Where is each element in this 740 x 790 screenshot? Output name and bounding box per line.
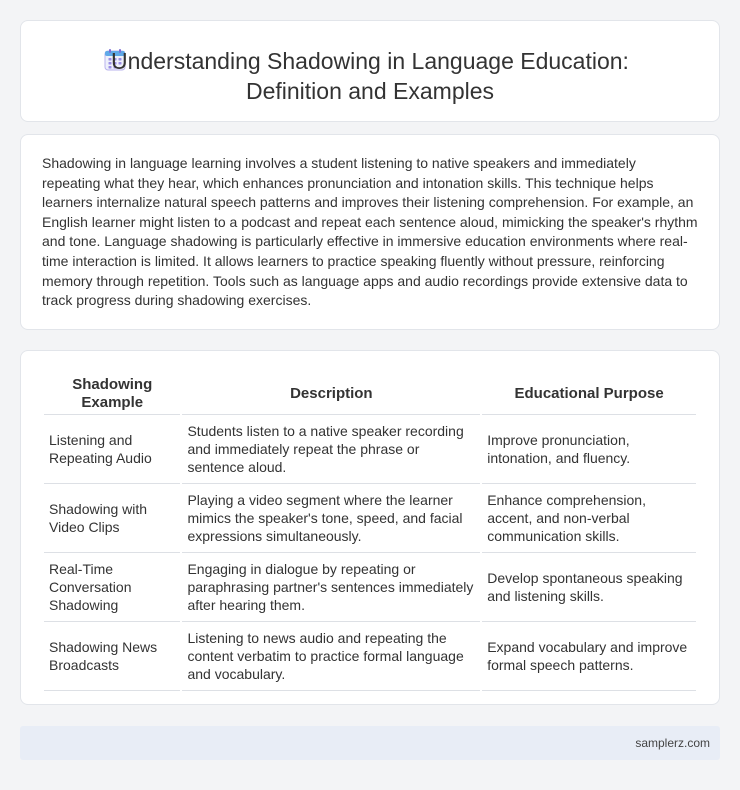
cell-purpose: Enhance comprehension, accent, and non-verbal communication skills. [482,484,696,553]
table-row [44,484,696,553]
footer-bar [20,726,720,760]
cell-purpose: Expand vocabulary and improve formal speech patterns. [482,622,696,691]
cell-description: Engaging in dialogue by repeating or paraphrasing partner's sentences immediately after hearing them. [182,553,480,622]
header-card [20,20,720,122]
title-line-1: Understanding Shadowing in Language Education: [111,48,629,74]
intro-card [20,134,720,330]
cell-example: Listening and Repeating Audio [44,415,180,484]
cell-purpose: Develop spontaneous speaking and listening skills. [482,553,696,622]
intro-paragraph: Shadowing in language learning involves a student listening to native speakers and immediately repeating what they hear, which enhances pronunciation and intonation skills. This technique helps learners internalize natural speech patterns and improves their listening comprehension. For example, an English learner might listen to a podcast and repeat each sentence aloud, mimicking the speaker's rhythm and tone. Language shadowing is particularly effective in immersive education environments where real-time interaction is limited. It allows learners to practice speaking fluently without pressure, reinforcing memory through repetition. Tools such as language apps and audio recordings provide extensive data to track progress during shadowing exercises. [42,155,698,309]
cell-description: Playing a video segment where the learner mimics the speaker's tone, speed, and facial expressions simultaneously. [182,484,480,553]
column-header-example: Shadowing Example [44,373,180,415]
table-row [44,415,696,484]
cell-description: Listening to news audio and repeating the content verbatim to practice formal language and vocabulary. [182,622,480,691]
page-title [21,46,719,106]
cell-purpose: Improve pronunciation, intonation, and fluency. [482,415,696,484]
cell-example: Shadowing with Video Clips [44,484,180,553]
footer-site-link[interactable]: samplerz.com [635,736,710,750]
table-row [44,553,696,622]
column-header-description: Description [182,373,480,415]
table-header-row [44,373,696,415]
cell-example: Shadowing News Broadcasts [44,622,180,691]
cell-example: Real-Time Conversation Shadowing [44,553,180,622]
shadowing-table [42,373,698,691]
table-row [44,622,696,691]
title-line-2: Definition and Examples [245,78,495,104]
table-card [20,350,720,705]
cell-description: Students listen to a native speaker recording and immediately repeat the phrase or sentence aloud. [182,415,480,484]
column-header-purpose: Educational Purpose [482,373,696,415]
